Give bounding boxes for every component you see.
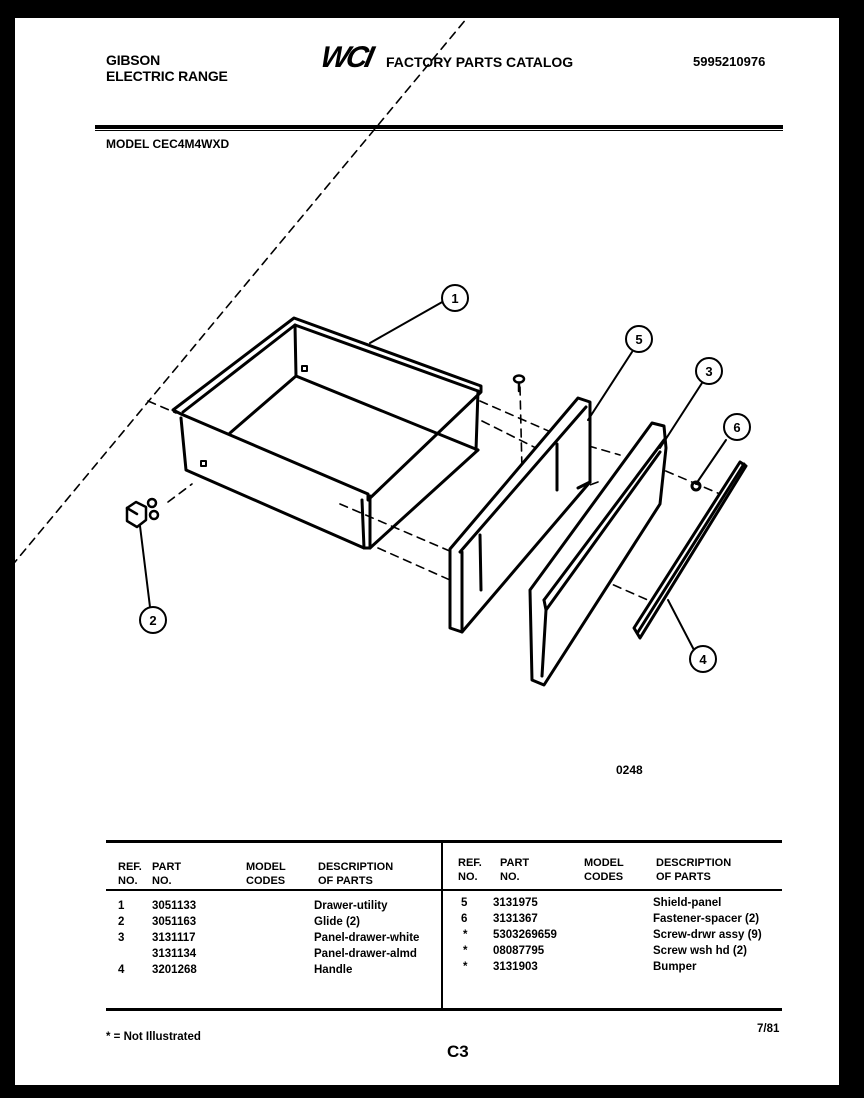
- header-part-no-right: PART NO.: [500, 857, 530, 883]
- page-code: C3: [447, 1042, 469, 1061]
- header-part-no-left: PART NO.: [152, 861, 182, 887]
- part-description: Panel-drawer-almd: [314, 948, 417, 960]
- catalog-title: FACTORY PARTS CATALOG: [386, 54, 574, 70]
- header-ref-no-right: REF. NO.: [458, 857, 482, 883]
- wci-logo: WCI: [317, 41, 374, 74]
- table-header-rule-right: [443, 889, 782, 891]
- table-bottom-rule: [106, 1008, 782, 1011]
- part-description: Screw-drwr assy (9): [653, 929, 762, 941]
- svg-text:5: 5: [635, 332, 643, 347]
- table-header-rule-left: [106, 889, 441, 891]
- part-description: Panel-drawer-white: [314, 932, 420, 944]
- svg-text:3: 3: [705, 364, 713, 379]
- callout-5: [626, 326, 652, 352]
- table-top-rule: [106, 840, 782, 843]
- header-description-left: DESCRIPTION OF PARTS: [318, 861, 394, 887]
- part-description: Drawer-utility: [314, 900, 388, 912]
- svg-text:4: 4: [699, 652, 707, 667]
- ref-no: 3: [118, 932, 125, 944]
- ref-no: *: [463, 929, 468, 941]
- header-ref-no-left: REF. NO.: [118, 861, 142, 887]
- part-no: 5303269659: [493, 929, 557, 941]
- part-description: Fastener-spacer (2): [653, 913, 760, 925]
- ref-no: 1: [118, 900, 125, 912]
- revision-date: 7/81: [757, 1023, 780, 1035]
- svg-text:6: 6: [733, 420, 741, 435]
- ref-no: *: [463, 945, 468, 957]
- ref-no: 5: [461, 897, 468, 909]
- header-model-codes-right: MODEL CODES: [584, 857, 624, 883]
- footnote-not-illustrated: * = Not Illustrated: [106, 1031, 201, 1043]
- model-label: MODEL CEC4M4WXD: [106, 137, 230, 151]
- part-description: Glide (2): [314, 916, 361, 928]
- part-no: 3051163: [152, 916, 197, 928]
- brand-line-1: GIBSON: [106, 52, 161, 68]
- drawer-utility-drawing: [173, 318, 481, 548]
- ref-no: 4: [118, 964, 125, 976]
- ref-no: 2: [118, 916, 125, 928]
- part-description: Handle: [314, 964, 353, 976]
- part-no: 3201268: [152, 964, 197, 976]
- table-column-divider: [441, 841, 443, 1009]
- part-description: Screw wsh hd (2): [653, 945, 747, 957]
- ref-no: 6: [461, 913, 468, 925]
- part-no: 08087795: [493, 945, 545, 957]
- callout-2: [140, 607, 166, 633]
- figure-code: 0248: [616, 763, 643, 777]
- part-no: 3131117: [152, 932, 196, 944]
- header-model-codes-left: MODEL CODES: [246, 861, 286, 887]
- part-no: 3131134: [152, 948, 197, 960]
- callout-3: [696, 358, 722, 384]
- ref-no: *: [463, 961, 468, 973]
- brand-line-2: ELECTRIC RANGE: [106, 68, 228, 84]
- header-description-right: DESCRIPTION OF PARTS: [656, 857, 732, 883]
- document-number: 5995210976: [693, 54, 766, 69]
- part-no: 3051133: [152, 900, 197, 912]
- svg-text:2: 2: [149, 613, 157, 628]
- part-description: Shield-panel: [653, 897, 722, 909]
- callout-4: [690, 646, 716, 672]
- callout-1: [442, 285, 468, 311]
- svg-text:1: 1: [451, 291, 459, 306]
- callout-6: [724, 414, 750, 440]
- part-no: 3131367: [493, 913, 538, 925]
- part-no: 3131903: [493, 961, 538, 973]
- part-no: 3131975: [493, 897, 538, 909]
- part-description: Bumper: [653, 961, 697, 973]
